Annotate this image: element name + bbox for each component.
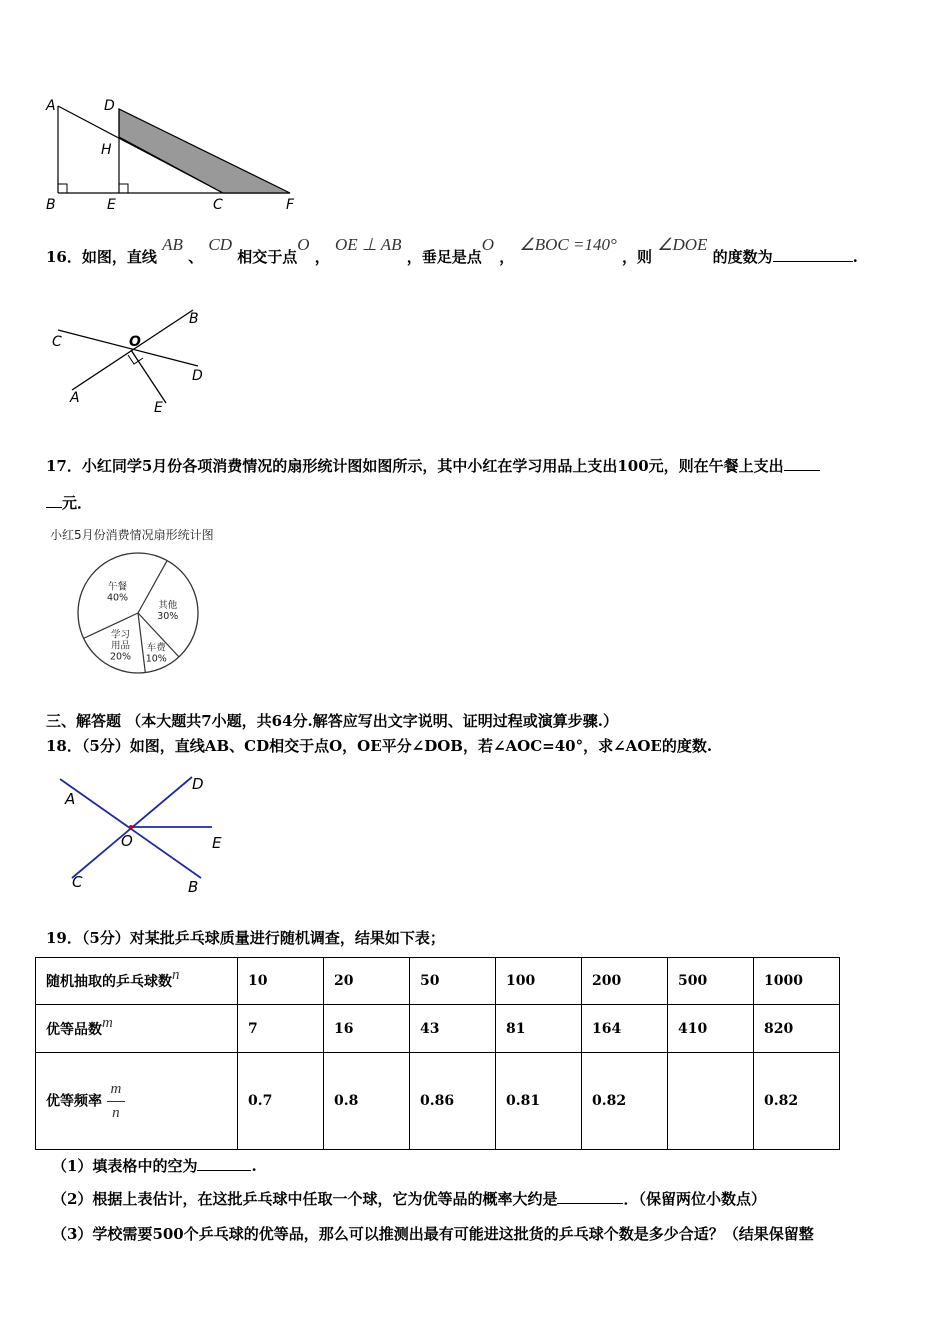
table-cell: 0.81	[496, 1053, 582, 1150]
slice-percent: 10%	[145, 653, 167, 665]
ping-pong-table	[35, 957, 840, 1150]
table-cell: 1000	[754, 958, 840, 1005]
table-cell: 0.8	[324, 1053, 410, 1150]
row-header: 优等频率 $\frac{m}{n}$	[36, 1053, 238, 1150]
intersecting-lines-figure	[48, 300, 223, 418]
table-row	[36, 1053, 840, 1150]
math-ab: AB	[162, 235, 183, 254]
slice-name: 其他	[158, 599, 178, 611]
math-oe-perp-ab: OE ⊥ AB	[335, 235, 402, 254]
table-cell: 820	[754, 1005, 840, 1053]
table-cell: 200	[582, 958, 668, 1005]
table-cell: 10	[238, 958, 324, 1005]
label-H: H	[101, 142, 112, 158]
pie-slice-label-3	[110, 628, 131, 662]
math-angle-boc: ∠BOC =140°	[519, 235, 617, 254]
label-B: B	[46, 197, 56, 213]
label-E: E	[212, 834, 222, 852]
slice-name: 用品	[111, 640, 131, 652]
triangle-figure	[40, 92, 310, 217]
table-cell: 0.86	[410, 1053, 496, 1150]
slice-percent: 20%	[109, 651, 132, 663]
math-angle-doe: ∠DOE	[657, 235, 708, 254]
table-cell: 500	[668, 958, 754, 1005]
table-cell: 0.7	[238, 1053, 324, 1150]
label-O: O	[129, 334, 141, 350]
answer-blank-2	[46, 493, 62, 508]
answer-blank	[773, 247, 853, 262]
row-header: 优等品数m	[36, 1005, 238, 1053]
label-B: B	[189, 311, 199, 327]
label-D: D	[104, 98, 115, 114]
fraction-m-over-n: $\frac{m}{n}$	[107, 1081, 125, 1122]
answer-blank	[197, 1156, 251, 1171]
question-19-part-3: （3）学校需要500个乒乓球的优等品，那么可以推测出最有可能进这批货的乒乓球个数是多少合适？（结果保留整	[52, 1225, 814, 1243]
table-cell: 100	[496, 958, 582, 1005]
question-19-part-2: （2）根据上表估计，在这批乒乓球中任取一个球，它为优等品的概率大约是 ．（保留两位小数点）	[52, 1190, 766, 1208]
table-cell: 81	[496, 1005, 582, 1053]
shaded-region	[119, 109, 290, 193]
label-A: A	[46, 98, 56, 114]
table-cell: 0.82	[754, 1053, 840, 1150]
table-cell: 43	[410, 1005, 496, 1053]
slice-percent: 40%	[106, 592, 129, 604]
slice-name: 午餐	[108, 581, 128, 593]
math-o-2: O	[481, 235, 494, 254]
question-16: 16．如图，直线 AB 、 CD 相交于点O ， OE ⊥ AB ，垂足是点O ， ∠BOC =140° ，则 ∠DOE 的度数为 .	[46, 235, 858, 266]
pie-slice-label-2	[146, 642, 167, 665]
label-F: F	[286, 197, 295, 213]
answer-blank	[557, 1189, 623, 1204]
label-D: D	[192, 368, 203, 384]
table-row	[36, 958, 840, 1005]
slice-name: 学习	[111, 629, 131, 641]
math-cd: CD	[208, 235, 233, 254]
question-18: 18．（5分）如图，直线AB、CD相交于点O，OE平分∠DOB，若∠AOC=40°，求∠AOE的度数.	[46, 737, 713, 755]
label-O: O	[121, 832, 133, 850]
slice-percent: 30%	[157, 610, 179, 622]
label-B: B	[188, 878, 199, 896]
pie-slice-label-0	[107, 581, 128, 604]
empty-cell[interactable]	[668, 1053, 754, 1150]
answer-blank	[784, 456, 820, 471]
section-3-heading: 三、解答题 （本大题共7小题，共64分.解答应写出文字说明、证明过程或演算步骤.）	[46, 712, 618, 730]
table-cell: 20	[324, 958, 410, 1005]
lines-figure-q18	[55, 770, 235, 900]
label-C: C	[72, 873, 83, 891]
slice-name: 车费	[146, 642, 166, 654]
table-row	[36, 1005, 840, 1053]
label-E: E	[154, 400, 163, 416]
pie-slice-label-1	[157, 599, 178, 622]
question-17: 17．小红同学5月份各项消费情况的扇形统计图如图所示，其中小红在学习用品上支出100元，则在午餐上支出	[46, 455, 820, 476]
table-cell: 16	[324, 1005, 410, 1053]
label-E: E	[107, 197, 116, 213]
label-C: C	[52, 334, 62, 350]
pie-chart-title: 小红5月份消费情况扇形统计图	[50, 528, 214, 542]
question-17-line-2: 元．	[46, 492, 92, 513]
question-19: 19．（5分）对某批乒乓球质量进行随机调查，结果如下表；	[46, 929, 445, 947]
table-cell: 0.82	[582, 1053, 668, 1150]
table-cell: 164	[582, 1005, 668, 1053]
question-19-part-1: （1）填表格中的空为 .	[52, 1157, 257, 1175]
label-C: C	[213, 197, 223, 213]
math-o: O	[297, 235, 310, 254]
label-A: A	[65, 790, 76, 808]
label-D: D	[192, 775, 204, 793]
row-header: 随机抽取的乒乓球数n	[36, 958, 238, 1005]
table-cell: 410	[668, 1005, 754, 1053]
pie-chart	[70, 548, 210, 678]
table-cell: 7	[238, 1005, 324, 1053]
table-cell: 50	[410, 958, 496, 1005]
label-A: A	[70, 390, 80, 406]
